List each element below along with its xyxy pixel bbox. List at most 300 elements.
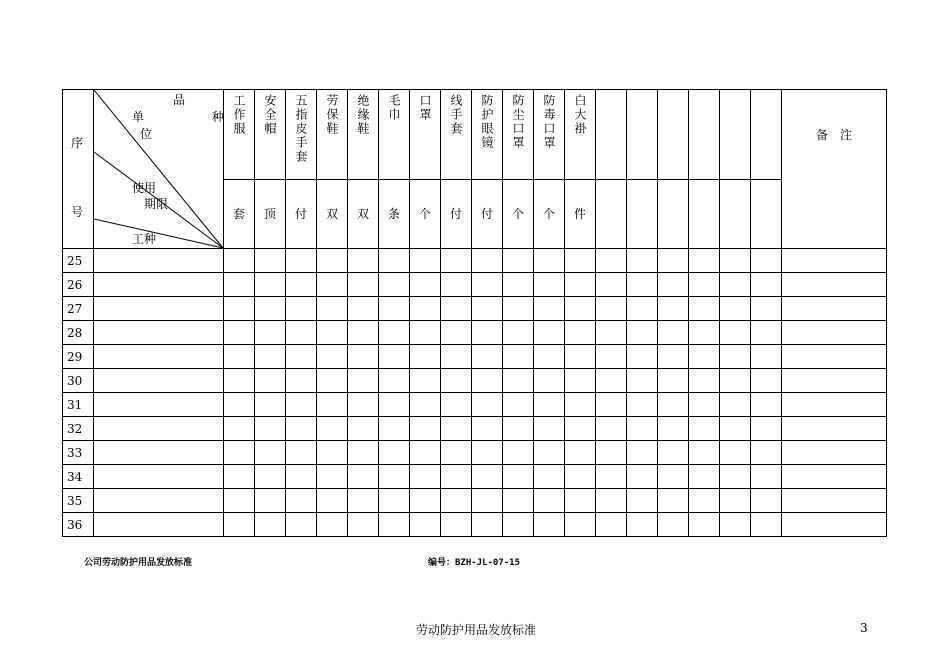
row-number: 31 bbox=[63, 393, 94, 417]
table-cell bbox=[317, 249, 348, 273]
item-unit-cell bbox=[286, 179, 317, 248]
table-cell bbox=[441, 345, 472, 369]
table-cell bbox=[720, 321, 751, 345]
empty-header-cell bbox=[596, 179, 627, 248]
table-cell bbox=[255, 417, 286, 441]
table-cell bbox=[348, 273, 379, 297]
table-cell bbox=[565, 489, 596, 513]
table-cell bbox=[751, 393, 782, 417]
table-cell bbox=[348, 393, 379, 417]
table-cell bbox=[596, 273, 627, 297]
table-cell bbox=[596, 345, 627, 369]
page-footer-title: 劳动防护用品发放标准 bbox=[416, 623, 537, 637]
item-unit-cell bbox=[255, 179, 286, 248]
item-unit: 个 bbox=[418, 206, 431, 221]
item-unit-cell bbox=[379, 179, 410, 248]
table-cell bbox=[503, 441, 534, 465]
table-cell bbox=[286, 393, 317, 417]
item-unit: 双 bbox=[356, 206, 369, 221]
table-cell bbox=[720, 465, 751, 489]
table-cell bbox=[751, 513, 782, 537]
item-name-cell bbox=[441, 90, 472, 180]
table-cell bbox=[689, 393, 720, 417]
table-cell bbox=[534, 441, 565, 465]
table-cell bbox=[255, 249, 286, 273]
table-cell bbox=[472, 513, 503, 537]
table-cell bbox=[782, 345, 887, 369]
table-cell bbox=[286, 465, 317, 489]
table-cell bbox=[689, 513, 720, 537]
diag-label-danwei-1: 单 bbox=[132, 110, 145, 124]
table-cell bbox=[658, 249, 689, 273]
diag-label-shiyong-2: 期限 bbox=[144, 197, 169, 211]
table-cell bbox=[224, 369, 255, 393]
table-cell bbox=[472, 369, 503, 393]
table-cell bbox=[751, 273, 782, 297]
table-cell bbox=[627, 513, 658, 537]
table-cell bbox=[503, 465, 534, 489]
item-name: 防护眼镜 bbox=[480, 94, 494, 150]
table-cell bbox=[503, 369, 534, 393]
table-cell bbox=[441, 465, 472, 489]
table-cell bbox=[658, 369, 689, 393]
table-cell bbox=[286, 441, 317, 465]
item-name-cell bbox=[317, 90, 348, 180]
table-cell bbox=[565, 345, 596, 369]
table-cell bbox=[379, 465, 410, 489]
table-row bbox=[63, 345, 887, 369]
table-cell bbox=[348, 489, 379, 513]
table-cell bbox=[224, 465, 255, 489]
table-row bbox=[63, 369, 887, 393]
header-row-names bbox=[63, 90, 887, 180]
table-row bbox=[63, 489, 887, 513]
table-cell bbox=[503, 513, 534, 537]
table-body bbox=[63, 249, 887, 537]
table-cell bbox=[658, 345, 689, 369]
table-cell bbox=[534, 273, 565, 297]
company-doc-label: 公司劳动防护用品发放标准 bbox=[84, 558, 193, 568]
seq-header-cell bbox=[63, 90, 94, 249]
table-cell bbox=[596, 489, 627, 513]
item-name: 线手套 bbox=[449, 94, 463, 136]
diagonal-lines bbox=[94, 90, 224, 249]
item-name-cell bbox=[472, 90, 503, 180]
table-cell bbox=[286, 345, 317, 369]
table-cell bbox=[503, 345, 534, 369]
table-cell bbox=[782, 465, 887, 489]
row-number: 28 bbox=[63, 321, 94, 345]
table-cell bbox=[441, 441, 472, 465]
table-cell bbox=[503, 249, 534, 273]
table-cell bbox=[224, 489, 255, 513]
item-name-cell bbox=[348, 90, 379, 180]
table-cell bbox=[441, 369, 472, 393]
table-cell bbox=[94, 321, 224, 345]
table-cell bbox=[782, 321, 887, 345]
table-cell bbox=[379, 417, 410, 441]
item-name: 安全帽 bbox=[263, 94, 277, 136]
table-cell bbox=[441, 249, 472, 273]
table-cell bbox=[410, 369, 441, 393]
item-unit: 付 bbox=[294, 206, 307, 221]
item-name: 工作服 bbox=[232, 94, 246, 136]
row-number: 36 bbox=[63, 513, 94, 537]
table-cell bbox=[627, 321, 658, 345]
table-cell bbox=[410, 393, 441, 417]
item-unit-cell bbox=[472, 179, 503, 248]
table-cell bbox=[224, 321, 255, 345]
table-cell bbox=[751, 321, 782, 345]
table-cell bbox=[565, 273, 596, 297]
table-row bbox=[63, 273, 887, 297]
table-cell bbox=[317, 345, 348, 369]
table-cell bbox=[720, 417, 751, 441]
table-cell bbox=[565, 465, 596, 489]
table-cell bbox=[224, 417, 255, 441]
table-cell bbox=[94, 441, 224, 465]
table-cell bbox=[565, 417, 596, 441]
table-cell bbox=[751, 249, 782, 273]
table-cell bbox=[782, 249, 887, 273]
table-cell bbox=[627, 297, 658, 321]
table-cell bbox=[94, 489, 224, 513]
empty-header-cell bbox=[627, 179, 658, 248]
table-cell bbox=[627, 417, 658, 441]
table-cell bbox=[751, 489, 782, 513]
table-cell bbox=[379, 273, 410, 297]
table-cell bbox=[627, 345, 658, 369]
table-cell bbox=[689, 321, 720, 345]
table-cell bbox=[224, 249, 255, 273]
table-cell bbox=[255, 273, 286, 297]
item-unit-cell bbox=[348, 179, 379, 248]
table-cell bbox=[348, 369, 379, 393]
table-row bbox=[63, 393, 887, 417]
item-unit: 条 bbox=[387, 206, 400, 221]
table-cell bbox=[255, 441, 286, 465]
table-cell bbox=[472, 393, 503, 417]
table-cell bbox=[472, 297, 503, 321]
table-cell bbox=[410, 513, 441, 537]
item-name: 劳保鞋 bbox=[325, 94, 339, 136]
table-cell bbox=[472, 489, 503, 513]
table-cell bbox=[503, 489, 534, 513]
row-number: 29 bbox=[63, 345, 94, 369]
row-number: 25 bbox=[63, 249, 94, 273]
item-unit: 双 bbox=[325, 206, 338, 221]
table-cell bbox=[441, 417, 472, 441]
remarks-header-cell bbox=[782, 90, 887, 249]
table-cell bbox=[503, 273, 534, 297]
diag-label-pin: 品 bbox=[173, 93, 186, 107]
table-cell bbox=[286, 321, 317, 345]
table-cell bbox=[94, 513, 224, 537]
table-cell bbox=[720, 393, 751, 417]
item-unit-cell bbox=[317, 179, 348, 248]
table-cell bbox=[348, 441, 379, 465]
table-row bbox=[63, 513, 887, 537]
row-number: 27 bbox=[63, 297, 94, 321]
row-number: 26 bbox=[63, 273, 94, 297]
table-cell bbox=[224, 297, 255, 321]
table-cell bbox=[348, 465, 379, 489]
table-cell bbox=[534, 393, 565, 417]
table-cell bbox=[255, 297, 286, 321]
table-cell bbox=[317, 417, 348, 441]
table-cell bbox=[441, 297, 472, 321]
row-number: 30 bbox=[63, 369, 94, 393]
table-cell bbox=[379, 369, 410, 393]
table-cell bbox=[94, 297, 224, 321]
table-cell bbox=[503, 393, 534, 417]
table-row bbox=[63, 249, 887, 273]
table-cell bbox=[658, 417, 689, 441]
table-cell bbox=[503, 321, 534, 345]
table-row bbox=[63, 441, 887, 465]
table-cell bbox=[255, 393, 286, 417]
item-unit-cell bbox=[534, 179, 565, 248]
row-number: 32 bbox=[63, 417, 94, 441]
table-cell bbox=[379, 297, 410, 321]
table-cell bbox=[658, 321, 689, 345]
table-cell bbox=[596, 393, 627, 417]
table-cell bbox=[472, 441, 503, 465]
table-cell bbox=[317, 393, 348, 417]
table-cell bbox=[627, 489, 658, 513]
table-cell bbox=[472, 321, 503, 345]
table-cell bbox=[317, 513, 348, 537]
table-cell bbox=[658, 297, 689, 321]
empty-header-cell bbox=[720, 90, 751, 180]
table-cell bbox=[751, 345, 782, 369]
table-cell bbox=[720, 273, 751, 297]
table-cell bbox=[596, 249, 627, 273]
table-cell bbox=[596, 441, 627, 465]
table-cell bbox=[286, 417, 317, 441]
diag-label-zhong: 种 bbox=[212, 110, 225, 124]
table-cell bbox=[317, 465, 348, 489]
table-cell bbox=[534, 345, 565, 369]
table-cell bbox=[596, 297, 627, 321]
table-cell bbox=[751, 441, 782, 465]
item-name: 毛巾 bbox=[387, 94, 401, 122]
empty-header-cell bbox=[689, 90, 720, 180]
table-cell bbox=[441, 489, 472, 513]
table-cell bbox=[441, 321, 472, 345]
table-cell bbox=[658, 513, 689, 537]
table-cell bbox=[565, 249, 596, 273]
table-cell bbox=[94, 417, 224, 441]
table-cell bbox=[596, 369, 627, 393]
table-cell bbox=[410, 297, 441, 321]
table-row bbox=[63, 321, 887, 345]
item-unit: 个 bbox=[511, 206, 524, 221]
table-cell bbox=[782, 489, 887, 513]
table-cell bbox=[286, 249, 317, 273]
empty-header-cell bbox=[720, 179, 751, 248]
empty-header-cell bbox=[689, 179, 720, 248]
item-name: 防尘口罩 bbox=[511, 94, 525, 150]
table-cell bbox=[689, 345, 720, 369]
table-cell bbox=[534, 297, 565, 321]
table-cell bbox=[658, 273, 689, 297]
item-name: 口罩 bbox=[418, 94, 432, 122]
table-cell bbox=[720, 369, 751, 393]
table-cell bbox=[565, 321, 596, 345]
table-cell bbox=[94, 345, 224, 369]
table-cell bbox=[224, 513, 255, 537]
table-cell bbox=[317, 369, 348, 393]
empty-header-cell bbox=[627, 90, 658, 180]
table-cell bbox=[255, 489, 286, 513]
table-cell bbox=[379, 393, 410, 417]
empty-header-cell bbox=[596, 90, 627, 180]
diag-label-danwei-2: 位 bbox=[140, 127, 153, 141]
table-cell bbox=[224, 345, 255, 369]
table-cell bbox=[782, 417, 887, 441]
table-cell bbox=[348, 321, 379, 345]
item-name: 绝缘鞋 bbox=[356, 94, 370, 136]
table-cell bbox=[596, 417, 627, 441]
row-number: 33 bbox=[63, 441, 94, 465]
item-unit-cell bbox=[410, 179, 441, 248]
table-cell bbox=[410, 321, 441, 345]
table-cell bbox=[255, 369, 286, 393]
table-cell bbox=[658, 393, 689, 417]
table-cell bbox=[534, 417, 565, 441]
table-cell bbox=[379, 249, 410, 273]
table-cell bbox=[689, 369, 720, 393]
table-cell bbox=[286, 513, 317, 537]
table-cell bbox=[689, 297, 720, 321]
table-cell bbox=[689, 417, 720, 441]
table-cell bbox=[441, 513, 472, 537]
table-cell bbox=[627, 369, 658, 393]
row-number: 34 bbox=[63, 465, 94, 489]
item-unit: 付 bbox=[449, 206, 462, 221]
table-cell bbox=[534, 249, 565, 273]
table-cell bbox=[224, 273, 255, 297]
item-name-cell bbox=[224, 90, 255, 180]
table-cell bbox=[689, 249, 720, 273]
table-cell bbox=[255, 345, 286, 369]
table-cell bbox=[317, 441, 348, 465]
table-cell bbox=[782, 369, 887, 393]
item-unit: 个 bbox=[542, 206, 555, 221]
empty-header-cell bbox=[658, 90, 689, 180]
table-cell bbox=[410, 249, 441, 273]
table-cell bbox=[658, 441, 689, 465]
table-cell bbox=[720, 441, 751, 465]
table-cell bbox=[565, 441, 596, 465]
table-cell bbox=[720, 249, 751, 273]
table-cell bbox=[255, 513, 286, 537]
table-cell bbox=[410, 489, 441, 513]
table-cell bbox=[658, 465, 689, 489]
table-cell bbox=[441, 273, 472, 297]
table-cell bbox=[94, 369, 224, 393]
table-cell bbox=[94, 249, 224, 273]
table-cell bbox=[720, 345, 751, 369]
table-cell bbox=[379, 513, 410, 537]
item-name: 白大褂 bbox=[573, 94, 587, 136]
table-cell bbox=[317, 297, 348, 321]
table-cell bbox=[658, 489, 689, 513]
table-cell bbox=[348, 417, 379, 441]
table-cell bbox=[224, 441, 255, 465]
table-cell bbox=[224, 393, 255, 417]
seq-label-bottom: 号 bbox=[71, 205, 84, 219]
table-cell bbox=[94, 465, 224, 489]
item-name-cell bbox=[379, 90, 410, 180]
table-cell bbox=[782, 297, 887, 321]
table-cell bbox=[534, 465, 565, 489]
table-cell bbox=[348, 297, 379, 321]
table-cell bbox=[472, 345, 503, 369]
table-cell bbox=[94, 393, 224, 417]
table-cell bbox=[720, 513, 751, 537]
table-cell bbox=[689, 441, 720, 465]
table-cell bbox=[596, 465, 627, 489]
seq-label-top: 序 bbox=[71, 136, 84, 150]
table-cell bbox=[782, 393, 887, 417]
table-cell bbox=[286, 489, 317, 513]
table-cell bbox=[751, 369, 782, 393]
table-cell bbox=[751, 417, 782, 441]
item-name-cell bbox=[255, 90, 286, 180]
item-unit-cell bbox=[503, 179, 534, 248]
table-cell bbox=[410, 441, 441, 465]
table-cell bbox=[379, 321, 410, 345]
table-cell bbox=[565, 297, 596, 321]
table-cell bbox=[472, 273, 503, 297]
table-cell bbox=[720, 489, 751, 513]
table-cell bbox=[596, 321, 627, 345]
empty-header-cell bbox=[751, 179, 782, 248]
item-name: 五指皮手套 bbox=[294, 94, 308, 164]
diag-label-gongzhong: 工种 bbox=[132, 232, 157, 246]
table-cell bbox=[565, 393, 596, 417]
table-cell bbox=[472, 249, 503, 273]
table-cell bbox=[255, 465, 286, 489]
item-name-cell bbox=[534, 90, 565, 180]
table-cell bbox=[472, 465, 503, 489]
table-cell bbox=[286, 297, 317, 321]
item-unit: 顶 bbox=[263, 206, 276, 221]
ppe-distribution-table bbox=[62, 89, 887, 537]
item-name-cell bbox=[410, 90, 441, 180]
remarks-label: 备 注 bbox=[815, 128, 852, 142]
table-cell bbox=[751, 465, 782, 489]
table-cell bbox=[689, 465, 720, 489]
table-cell bbox=[627, 441, 658, 465]
table-cell bbox=[441, 393, 472, 417]
table-cell bbox=[534, 489, 565, 513]
table-cell bbox=[782, 513, 887, 537]
table-row bbox=[63, 297, 887, 321]
table-cell bbox=[410, 465, 441, 489]
table-cell bbox=[627, 465, 658, 489]
table-cell bbox=[472, 417, 503, 441]
table-cell bbox=[410, 273, 441, 297]
item-unit-cell bbox=[441, 179, 472, 248]
table-cell bbox=[286, 369, 317, 393]
table-cell bbox=[751, 297, 782, 321]
table-cell bbox=[379, 345, 410, 369]
table-cell bbox=[720, 297, 751, 321]
item-unit: 件 bbox=[573, 206, 586, 221]
